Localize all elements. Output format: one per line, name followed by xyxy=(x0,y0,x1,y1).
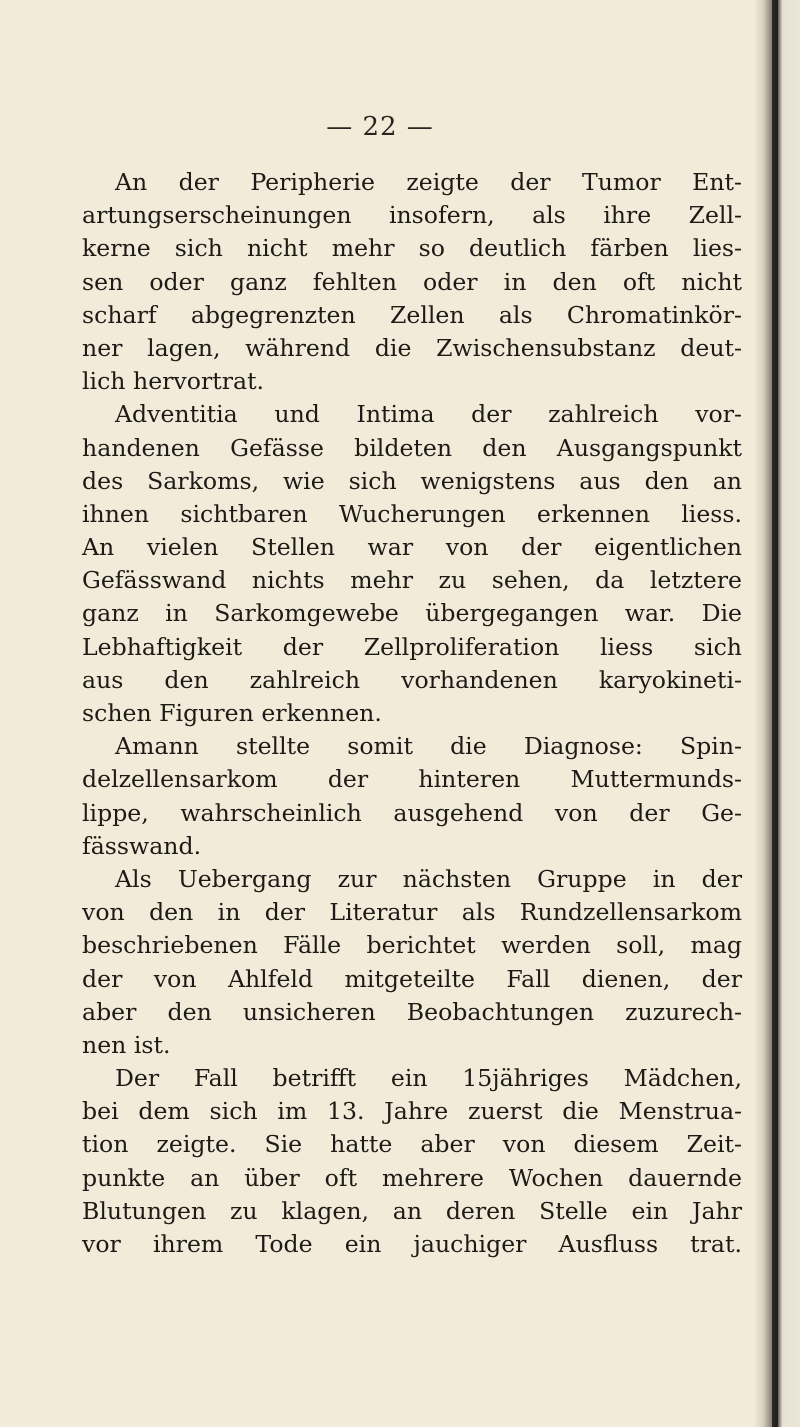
text-line: handenen Gefässe bildeten den Ausgangspunkt xyxy=(82,433,742,462)
text-line: fässwand. xyxy=(82,831,202,860)
body-text xyxy=(82,166,742,1261)
text-line: schen Figuren erkennen. xyxy=(82,699,382,727)
text-line: aber den unsicheren Beobachtungen zuzurech- xyxy=(82,997,742,1026)
page-edge-strip xyxy=(772,0,778,1427)
text-line: Lebhaftigkeit der Zellproliferation liess sich xyxy=(82,632,742,661)
text-line: der von Ahlfeld mitgeteilte Fall dienen, der xyxy=(82,964,742,993)
page-number: — 22 — xyxy=(326,112,434,142)
text-line: aus den zahlreich vorhandenen karyokineti- xyxy=(82,665,742,694)
text-line: ner lagen, während die Zwischensubstanz deut- xyxy=(82,333,742,362)
text-line: von den in der Literatur als Rundzellensarkom xyxy=(82,898,742,927)
text-line: kerne sich nicht mehr so deutlich färben lies- xyxy=(82,234,742,263)
text-line: des Sarkoms, wie sich wenigstens aus den an xyxy=(82,466,742,495)
text-line: Amann stellte somit die Diagnose: Spin- xyxy=(115,732,742,761)
text-line: Der Fall betrifft ein 15jähriges Mädchen, xyxy=(115,1064,742,1093)
text-line: punkte an über oft mehrere Wochen dauernde xyxy=(82,1163,742,1192)
text-line: ihnen sichtbaren Wucherungen erkennen liess. xyxy=(82,499,742,528)
text-line: beschriebenen Fälle berichtet werden soll, mag xyxy=(82,931,742,960)
text-line: Als Uebergang zur nächsten Gruppe in der xyxy=(115,864,742,893)
text-line: An der Peripherie zeigte der Tumor Ent- xyxy=(115,168,742,196)
text-line: Gefässwand nichts mehr zu sehen, da letztere xyxy=(82,566,742,595)
text-line: delzellensarkom der hinteren Muttermunds- xyxy=(82,765,742,794)
text-line: lippe, wahrscheinlich ausgehend von der Ge- xyxy=(82,798,742,827)
text-line: sen oder ganz fehlten oder in den oft nicht xyxy=(82,267,742,296)
text-line: ganz in Sarkomgewebe übergegangen war. Die xyxy=(82,599,742,628)
text-line: bei dem sich im 13. Jahre zuerst die Menstrua- xyxy=(82,1097,742,1126)
text-line: vor ihrem Tode ein jauchiger Ausfluss trat. xyxy=(82,1230,742,1258)
text-line: Blutungen zu klagen, an deren Stelle ein Jahr xyxy=(82,1196,742,1225)
text-line: An vielen Stellen war von der eigentlichen xyxy=(82,533,742,562)
text-line: Adventitia und Intima der zahlreich vor- xyxy=(115,400,742,429)
text-line: scharf abgegrenzten Zellen als Chromatinkör- xyxy=(82,300,742,329)
text-line: tion zeigte. Sie hatte aber von diesem Zeit- xyxy=(82,1130,742,1159)
text-line: artungserscheinungen insofern, als ihre Zell- xyxy=(82,201,742,230)
text-line: nen ist. xyxy=(82,1030,171,1059)
text-line: lich hervortrat. xyxy=(82,367,265,396)
